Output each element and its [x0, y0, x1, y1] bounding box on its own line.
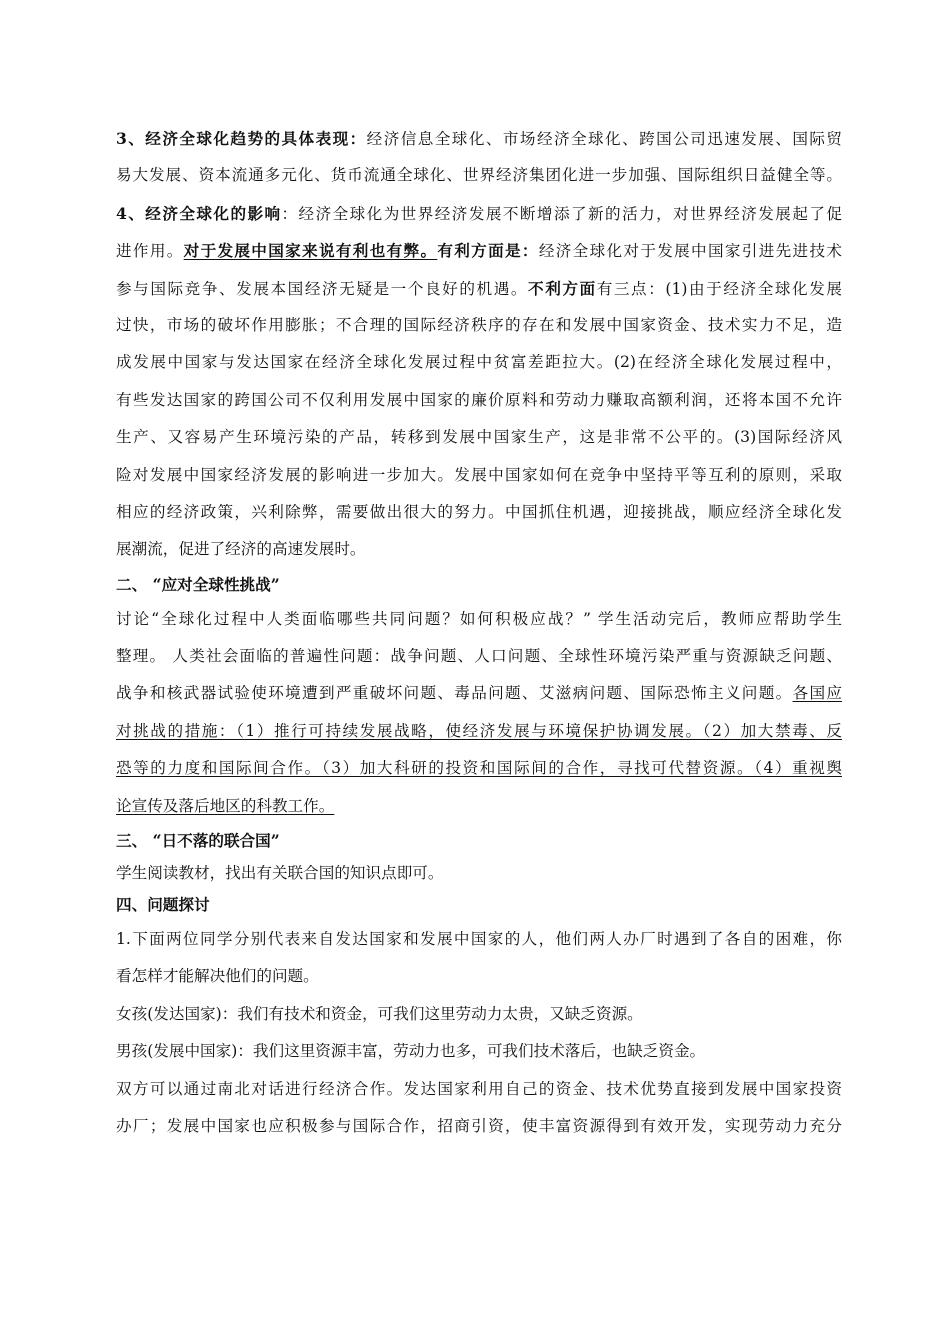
text-line — [116, 531, 842, 568]
bold-text: 对于发展中国家来说有利也有弊。 — [183, 241, 438, 261]
text-line — [116, 675, 842, 712]
text-run: 有三点：(1)由于经济全球化发展 — [596, 279, 842, 298]
text-line — [116, 601, 842, 638]
text-line — [116, 958, 842, 995]
text-run: 参与国际竞争、发展本国经济无疑是一个良好的机遇。 — [116, 279, 529, 298]
text-line — [116, 1033, 842, 1070]
text-line — [116, 382, 842, 419]
text-run: 讨论“全球化过程中人类面临哪些共同问题？如何积极应战？” 学生活动完后，教师应帮助学生 — [116, 609, 842, 628]
underlined-text: 对挑战的措施：（1）推行可持续发展战略，使经济发展与环境保护协调发展。（2）加大禁毒、反 — [116, 721, 842, 740]
text-line — [116, 996, 842, 1033]
underlined-text: 论宣传及落后地区的科教工作。 — [116, 796, 335, 815]
text-run: 看怎样才能解决他们的问题。 — [116, 967, 319, 986]
text-line — [116, 857, 842, 889]
text-run: 成发展中国家与发达国家在经济全球化发展过程中贫富差距拉大。(2)在经济全球化发展过程中， — [116, 353, 842, 372]
text-run: 有些发达国家的跨国公司不仅利用发展中国家的廉价原料和劳动力赚取高额利润，还将本国不允许 — [116, 390, 842, 409]
text-run: 学生阅读教材，找出有关联合国的知识点即可。 — [116, 864, 444, 883]
text-line — [116, 344, 842, 381]
underlined-text: 恐等的力度和国际间合作。（3）加大科研的投资和国际间的合作，寻找可代替资源。（4）重视舆 — [116, 759, 842, 778]
bold-text: 二、 “应对全球性挑战” — [116, 574, 280, 594]
text-line — [116, 232, 842, 269]
text-line — [116, 750, 842, 787]
text-line — [116, 825, 842, 857]
text-run: 过快，市场的破坏作用膨胀；不合理的国际经济秩序的存在和发展中国家资金、技术实力不足，造 — [116, 315, 842, 334]
text-line — [116, 457, 842, 494]
text-run: ：经济全球化为世界经济发展不断增添了新的活力，对世界经济发展起了促 — [281, 204, 842, 223]
text-run: 经济信息全球化、市场经济全球化、跨国公司迅速发展、国际贸 — [366, 130, 842, 148]
text-line — [116, 788, 842, 825]
bold-text: 3、经济全球化趋势的具体表现： — [116, 129, 367, 148]
bold-text: 三、 “日不落的联合国” — [116, 831, 280, 851]
text-run: 进作用。 — [116, 242, 184, 261]
text-line — [116, 270, 842, 307]
text-run: 整理。 人类社会面临的普遍性问题：战争问题、人口问题、全球性环境污染严重与资源缺乏问题、 — [116, 647, 842, 666]
document-page — [116, 120, 842, 1145]
text-line — [116, 494, 842, 531]
text-line — [116, 638, 842, 675]
text-run: 生产、又容易产生环境污染的产品，转移到发展中国家生产，这是非常不公平的。(3)国际经济风 — [116, 428, 842, 447]
text-line — [116, 419, 842, 456]
text-run: 男孩(发展中国家)：我们这里资源丰富，劳动力也多，可我们技术落后，也缺乏资金。 — [116, 1042, 706, 1061]
bold-text: 有利方面是： — [437, 241, 539, 261]
text-run: 1.下面两位同学分别代表来自发达国家和发展中国家的人，他们两人办厂时遇到了各自的困难，你 — [116, 930, 842, 949]
text-run: 双方可以通过南北对话进行经济合作。发达国家利用自己的资金、技术优势直接到发展中国家投资 — [116, 1079, 842, 1098]
text-run: 险对发展中国家经济发展的影响进一步加大。发展中国家如何在竞争中坚持平等互利的原则，采取 — [116, 465, 842, 484]
text-run: 女孩(发达国家)：我们有技术和资金，可我们这里劳动力太贵，又缺乏资源。 — [116, 1004, 643, 1023]
text-line — [116, 120, 842, 157]
bold-text: 不利方面 — [528, 278, 597, 298]
text-line — [116, 195, 842, 232]
text-line — [116, 569, 842, 601]
text-line — [116, 713, 842, 750]
bold-text: 4、经济全球化的影响 — [116, 203, 282, 223]
underlined-text: 各国应 — [792, 684, 842, 703]
text-run: 易大发展、资本流通多元化、货币流通全球化、世界经济集团化进一步加强、国际组织日益健全等。 — [116, 166, 842, 185]
text-line — [116, 921, 842, 958]
text-run: 相应的经济政策，兴利除弊，需要做出很大的努力。中国抓住机遇，迎接挑战，顺应经济全球化发 — [116, 502, 842, 521]
text-run: 经济全球化对于发展中国家引进先进技术 — [538, 242, 842, 261]
text-line — [116, 1108, 842, 1145]
text-line — [116, 1071, 842, 1108]
text-run: 战争和核武器试验使环境遭到严重破坏问题、毒品问题、艾滋病问题、国际恐怖主义问题。 — [116, 684, 793, 703]
text-run: 办厂；发展中国家也应积极参与国际合作，招商引资，使丰富资源得到有效开发，实现劳动力充分 — [116, 1116, 842, 1135]
bold-text: 四、问题探讨 — [116, 895, 210, 915]
text-line — [116, 307, 842, 344]
text-line — [116, 157, 842, 194]
text-line — [116, 889, 842, 921]
text-run: 展潮流，促进了经济的高速发展时。 — [116, 540, 366, 559]
